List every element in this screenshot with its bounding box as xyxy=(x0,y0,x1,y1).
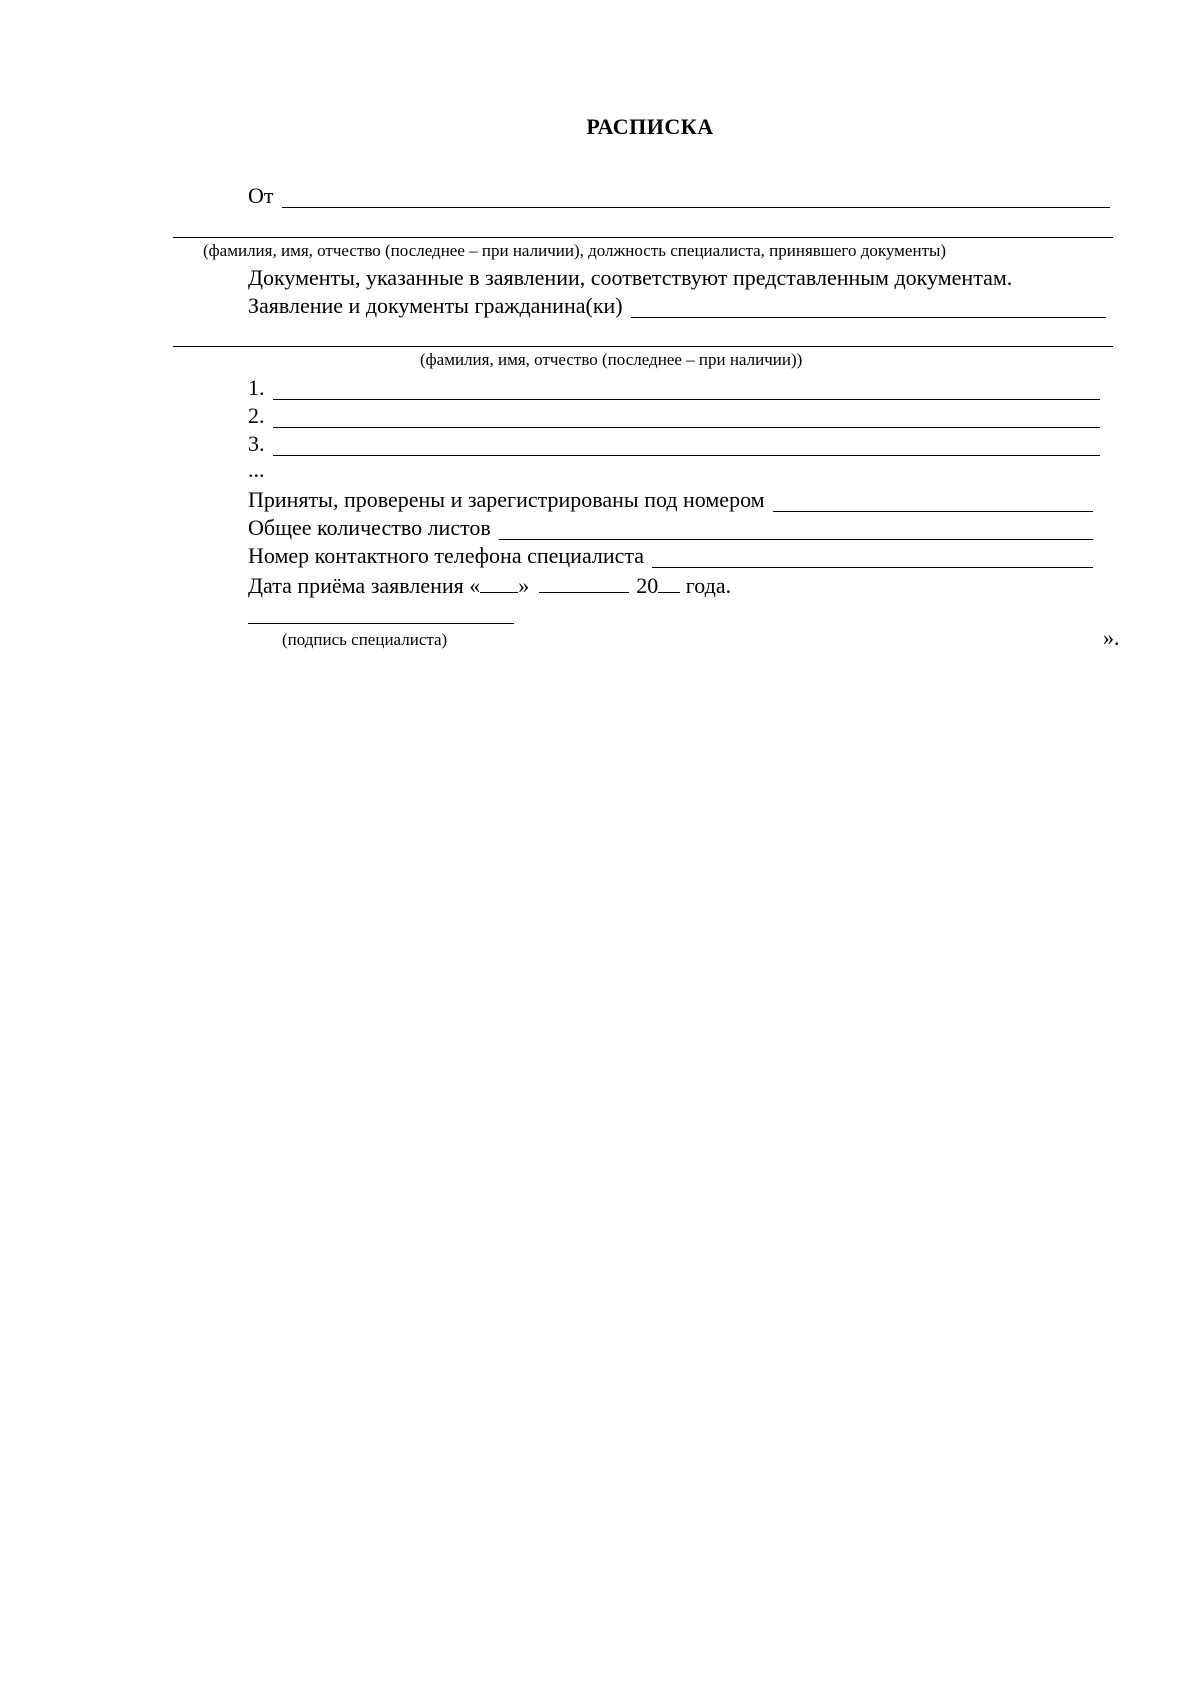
list-ellipsis: ... xyxy=(248,457,265,482)
citizen-label: Заявление и документы гражданина(ки) xyxy=(248,293,623,318)
caption-signature: (подпись специалиста) xyxy=(282,630,448,649)
phone-label: Номер контактного телефона специалиста xyxy=(248,543,645,568)
signature-line[interactable] xyxy=(248,623,514,624)
closing-quote-mark: ». xyxy=(1103,625,1120,650)
sheets-row xyxy=(248,516,1093,540)
documents-match-text: Документы, указанные в заявлении, соответствуют представленным документам. xyxy=(248,265,1013,290)
date-month-field[interactable] xyxy=(539,572,629,593)
date-year-prefix: 20 xyxy=(636,573,659,598)
list-item-field[interactable] xyxy=(273,379,1101,400)
date-row xyxy=(248,572,731,598)
citizen-rule[interactable] xyxy=(173,346,1113,347)
date-quote-close: » xyxy=(518,573,530,598)
registered-row xyxy=(248,488,1093,512)
from-field[interactable] xyxy=(282,187,1110,208)
list-item-number: 2. xyxy=(248,403,265,428)
citizen-row xyxy=(248,294,1106,318)
caption-citizen: (фамилия, имя, отчество (последнее – при наличии)) xyxy=(420,350,803,369)
citizen-field[interactable] xyxy=(631,297,1106,318)
list-item-field[interactable] xyxy=(273,435,1101,456)
sheets-field[interactable] xyxy=(499,519,1093,540)
list-item xyxy=(248,432,1100,456)
date-prefix: Дата приёма заявления « xyxy=(248,573,481,598)
phone-field[interactable] xyxy=(652,547,1093,568)
sheets-label: Общее количество листов xyxy=(248,515,491,540)
phone-row xyxy=(248,544,1093,568)
list-item-field[interactable] xyxy=(273,407,1101,428)
date-suffix: года. xyxy=(685,573,732,598)
registered-label: Приняты, проверены и зарегистрированы под номером xyxy=(248,487,765,512)
list-item-number: 1. xyxy=(248,375,265,400)
document-title: РАСПИСКА xyxy=(586,114,714,139)
list-item xyxy=(248,404,1100,428)
date-year-field[interactable] xyxy=(658,572,680,593)
list-item xyxy=(248,376,1100,400)
from-label: От xyxy=(248,183,274,208)
caption-specialist: (фамилия, имя, отчество (последнее – при наличии), должность специалиста, принявшего документы) xyxy=(203,241,947,260)
registered-number-field[interactable] xyxy=(773,491,1093,512)
date-day-field[interactable] xyxy=(480,572,518,593)
specialist-rule[interactable] xyxy=(173,237,1113,238)
list-item-number: 3. xyxy=(248,431,265,456)
from-row xyxy=(248,184,1110,208)
